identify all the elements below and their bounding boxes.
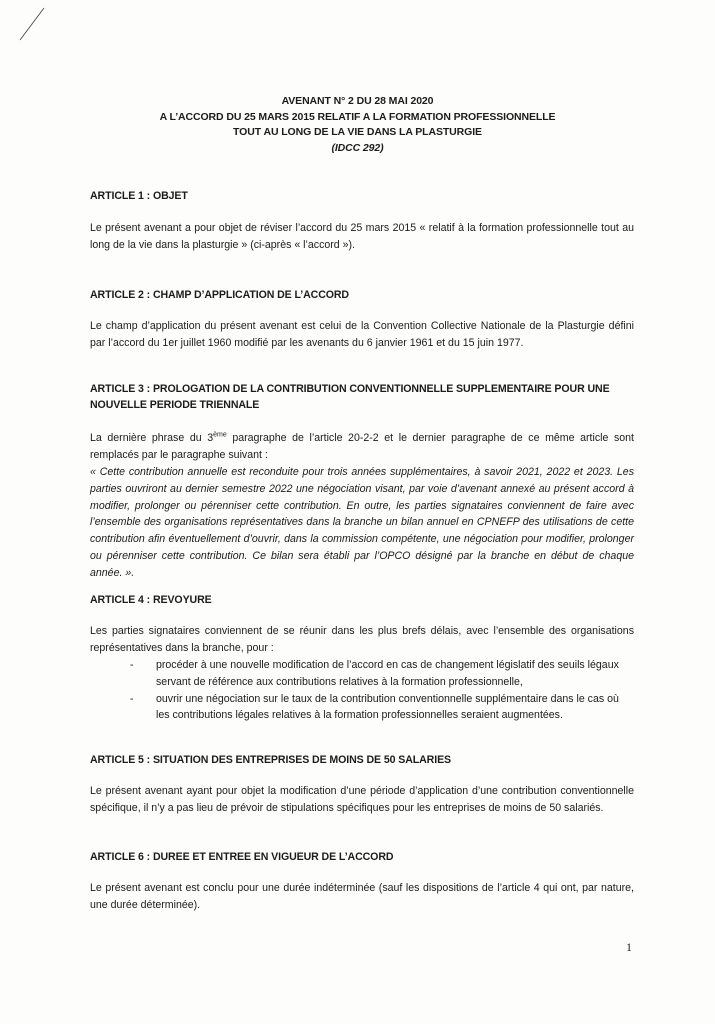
article-3-heading-line-1: ARTICLE 3 : PROLOGATION DE LA CONTRIBUTION CONVENTIONNELLE SUPPLEMENTAIRE POUR UNE xyxy=(90,383,610,395)
bullet-dash: - xyxy=(130,659,134,671)
article-3-heading xyxy=(90,381,650,413)
pen-stroke-mark xyxy=(0,0,60,60)
article-4-intro: Les parties signataires conviennent de se réunir dans les plus brefs délais, avec l’ensemble des organisations représentatives dans la branche, pour : xyxy=(90,625,634,654)
article-1-heading: ARTICLE 1 : OBJET xyxy=(90,190,188,202)
article-2-heading: ARTICLE 2 : CHAMP D’APPLICATION DE L’ACCORD xyxy=(90,289,349,301)
list-item xyxy=(130,657,634,691)
list-item-text: procéder à une nouvelle modification de l’accord en cas de changement législatif des seuils légaux servant de référence aux contributions relatives à la formation professionnelle, xyxy=(156,659,619,688)
title-line-1: AVENANT N° 2 DU 28 MAI 2020 xyxy=(281,95,434,107)
list-item-text: ouvrir une négociation sur le taux de la contribution conventionnelle supplémentaire dans le cas où les contributions légales relatives à la formation professionnelles seraient augmentées. xyxy=(156,692,619,722)
article-5-text: Le présent avenant ayant pour objet la modification d’une période d’application d’une contribution conventionnelle spécifique, il n’y a pas lieu de prévoir de stipulations spécifiques pour les entreprises de moins de 50 salariés. xyxy=(90,785,634,814)
article-3-intro xyxy=(90,430,634,464)
article-4-list xyxy=(130,657,634,724)
article-6-heading: ARTICLE 6 : DUREE ET ENTREE EN VIGUEUR DE L’ACCORD xyxy=(90,851,394,863)
title-idcc: (IDCC 292) xyxy=(331,141,384,154)
document-title xyxy=(90,94,625,156)
article-1-text: Le présent avenant a pour objet de réviser l’accord du 25 mars 2015 « relatif à la formation professionnelle tout au long de la vie dans la plasturgie » (ci-après « l’accord »). xyxy=(90,222,634,251)
article-2-text: Le champ d’application du présent avenant est celui de la Convention Collective Nationale de la Plasturgie défini par l’accord du 1er juillet 1960 modifié par les avenants du 6 janvier 1961 et du 15 juin 1977. xyxy=(90,320,634,349)
page-number: 1 xyxy=(626,940,632,954)
article-6-text: Le présent avenant est conclu pour une durée indéterminée (sauf les dispositions de l’article 4 qui ont, par nature, une durée déterminée). xyxy=(90,882,634,911)
article-3-intro-superscript: ème xyxy=(213,431,227,439)
list-item xyxy=(130,691,634,725)
bullet-dash: - xyxy=(130,692,134,705)
article-4-heading: ARTICLE 4 : REVOYURE xyxy=(90,594,212,606)
title-line-2: A L’ACCORD DU 25 MARS 2015 RELATIF A LA FORMATION PROFESSIONNELLE xyxy=(159,110,556,123)
article-3-heading-line-2: NOUVELLE PERIODE TRIENNALE xyxy=(90,399,260,411)
article-3-intro-part-1: La dernière phrase du 3 xyxy=(90,432,214,444)
article-3-quote: « Cette contribution annuelle est reconduite pour trois années supplémentaires, à savoir 2021, 2022 et 2023. Les parties ouvriront au dernier semestre 2022 une négociation visant, par voie d’avenant annexé au présent accord à modifier, prolonger ou pérenniser cette contribution. En outre, les parties signataires conviennent de faire avec l’ensemble des organisations représentatives dans la branche un bilan annuel en CPNEFP des utilisations de cette contribution afin éventuellement d’ouvrir, dans la commission compétente, une négociation pour modifier, prolonger ou pérenniser cette contribution. Ce bilan sera établi par l’OPCO désigné par la branche en début de chaque année. ». xyxy=(90,466,634,579)
title-line-3: TOUT AU LONG DE LA VIE DANS LA PLASTURGIE xyxy=(233,126,482,138)
article-5-heading: ARTICLE 5 : SITUATION DES ENTREPRISES DE MOINS DE 50 SALARIES xyxy=(90,754,452,766)
article-3-intro-part-2: paragraphe de l’article 20-2-2 et le dernier paragraphe de ce même article sont remplacés par le paragraphe suivant : xyxy=(90,432,634,461)
